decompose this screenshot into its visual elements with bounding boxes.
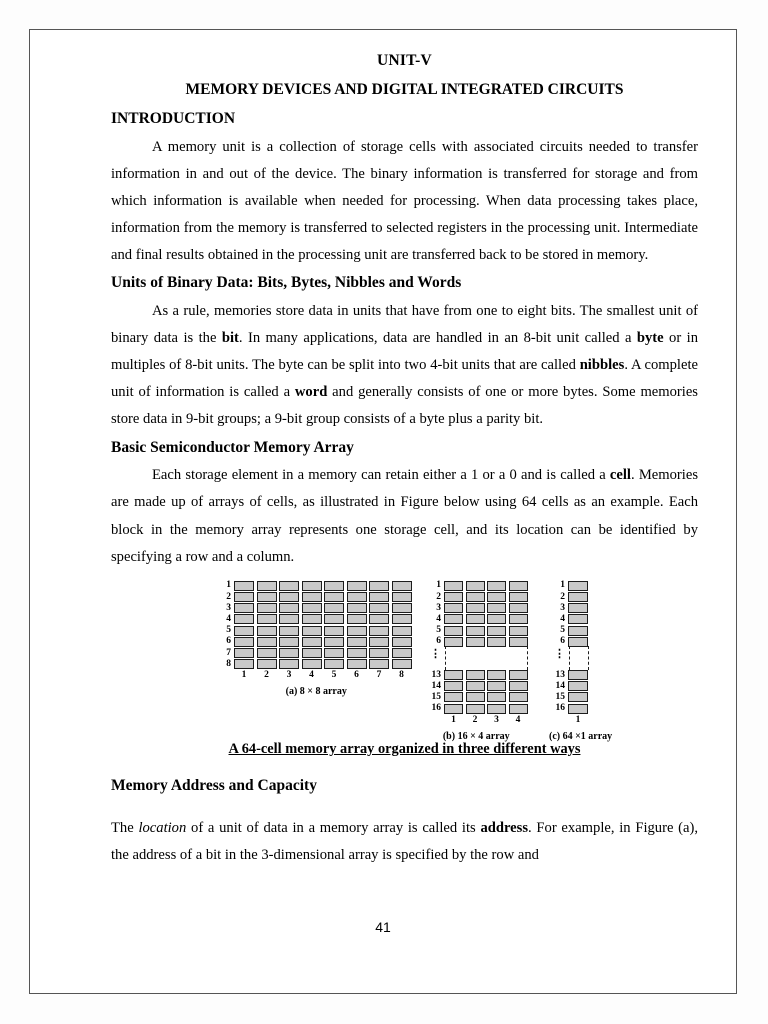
document-page bbox=[29, 29, 737, 994]
memory-cell bbox=[257, 637, 277, 647]
row-label: 2 bbox=[226, 591, 231, 602]
row-label: 4 bbox=[226, 613, 231, 624]
memory-cell bbox=[369, 581, 389, 591]
memory-cell bbox=[444, 692, 463, 702]
column-label: 1 bbox=[451, 714, 456, 725]
column-label: 6 bbox=[354, 670, 359, 681]
memory-cell bbox=[302, 626, 322, 636]
row-label: 4 bbox=[436, 613, 441, 624]
page-number: 41 bbox=[375, 919, 391, 935]
column-label: 5 bbox=[331, 670, 337, 681]
row-label: 5 bbox=[436, 625, 441, 636]
memory-cell bbox=[234, 592, 254, 602]
section-heading-units-of-binary-data: Units of Binary Data: Bits, Bytes, Nibbles and Words bbox=[111, 274, 462, 292]
column-label: 1 bbox=[575, 714, 581, 725]
row-label: 16 bbox=[555, 703, 565, 714]
row-label: 13 bbox=[555, 669, 565, 680]
ellipsis-marker: ⋮ bbox=[554, 648, 565, 661]
row-label: 2 bbox=[436, 591, 441, 602]
memory-cell bbox=[279, 659, 299, 669]
memory-cell bbox=[509, 692, 528, 702]
memory-cell bbox=[509, 581, 528, 591]
memory-cell bbox=[568, 670, 588, 680]
row-label: 5 bbox=[560, 625, 565, 636]
row-label: 6 bbox=[436, 636, 441, 647]
memory-array-figure bbox=[111, 577, 698, 742]
column-label: 4 bbox=[515, 714, 521, 725]
row-label: 14 bbox=[431, 680, 441, 691]
row-label: 6 bbox=[226, 636, 231, 647]
section-heading-basic-semiconductor-memory-array: Basic Semiconductor Memory Array bbox=[111, 438, 354, 456]
ellipsis-marker: ⋮ bbox=[430, 648, 441, 661]
memory-cell bbox=[487, 592, 506, 602]
figure-caption: A 64-cell memory array organized in three different ways bbox=[228, 740, 581, 757]
unit-title: UNIT-V bbox=[377, 52, 432, 69]
paragraph-units-of-binary-data: As a rule, memories store data in units that have from one to eight bits. The smallest unit of binary data is the bit. In many applications, data are handled in an 8-bit unit called a byte or in multiples of 8-bit units. The byte can be split into two 4-bit units that are called nibbles. A complete unit of information is called a word and generally consists of one or more bytes. Some memories store data in 9-bit groups; a 9-bit group consists of a byte plus a parity bit. bbox=[111, 302, 698, 428]
memory-cell bbox=[347, 603, 367, 613]
memory-cell bbox=[509, 637, 528, 647]
row-label: 4 bbox=[560, 613, 565, 624]
memory-cell bbox=[392, 614, 412, 624]
memory-cell bbox=[234, 659, 254, 669]
memory-cell bbox=[302, 614, 322, 624]
row-label: 7 bbox=[226, 647, 231, 658]
memory-cell bbox=[302, 603, 322, 613]
memory-cell bbox=[369, 592, 389, 602]
memory-cell bbox=[466, 681, 485, 691]
memory-cell bbox=[487, 692, 506, 702]
memory-cell bbox=[234, 637, 254, 647]
memory-cell bbox=[392, 626, 412, 636]
memory-cell bbox=[487, 670, 506, 680]
memory-cell bbox=[392, 659, 412, 669]
paragraph-memory-address-and-capacity: The location of a unit of data in a memory array is called its address. For example, in Figure (a), the address of a bit in the 3-dimensional array is specified by the row and bbox=[111, 819, 699, 863]
memory-cell bbox=[279, 614, 299, 624]
memory-cell bbox=[347, 581, 367, 591]
memory-cell bbox=[444, 670, 463, 680]
memory-cell bbox=[466, 704, 485, 714]
memory-cell bbox=[324, 626, 344, 636]
document-title: MEMORY DEVICES AND DIGITAL INTEGRATED CIRCUITS bbox=[185, 81, 624, 99]
column-label: 4 bbox=[309, 670, 314, 681]
memory-cell bbox=[466, 626, 485, 636]
memory-cell bbox=[324, 648, 344, 658]
column-label: 7 bbox=[376, 670, 382, 681]
memory-cell bbox=[257, 648, 277, 658]
memory-cell bbox=[257, 581, 277, 591]
memory-cell bbox=[324, 581, 344, 591]
row-label: 1 bbox=[436, 580, 441, 591]
memory-cell bbox=[347, 626, 367, 636]
memory-cell bbox=[279, 637, 299, 647]
panel-subcaption: (c) 64 ×1 array bbox=[549, 730, 613, 742]
memory-cell bbox=[347, 614, 367, 624]
memory-cell bbox=[392, 637, 412, 647]
row-label: 3 bbox=[226, 602, 231, 613]
row-label: 13 bbox=[431, 669, 441, 680]
paragraph-introduction: A memory unit is a collection of storage cells with associated circuits needed to transfer information in and out of the device. The binary information is transferred for storage and from which information is available when needed for processing. When data processing takes place, information from the memory is transferred to selected registers in the processing unit. Intermediate and final results obtained in the processing unit are transferred back to be stored in memory. bbox=[111, 138, 698, 264]
memory-cell bbox=[302, 581, 322, 591]
memory-cell bbox=[487, 681, 506, 691]
memory-cell bbox=[369, 603, 389, 613]
memory-cell bbox=[444, 704, 463, 714]
column-label: 1 bbox=[241, 670, 247, 681]
memory-cell bbox=[392, 581, 412, 591]
memory-cell bbox=[487, 626, 506, 636]
memory-cell bbox=[279, 581, 299, 591]
memory-cell bbox=[234, 626, 254, 636]
memory-cell bbox=[234, 648, 254, 658]
memory-cell bbox=[369, 648, 389, 658]
page-content bbox=[111, 46, 698, 869]
memory-cell bbox=[568, 581, 588, 591]
memory-cell bbox=[568, 637, 588, 647]
memory-cell bbox=[509, 626, 528, 636]
column-label: 3 bbox=[494, 714, 499, 725]
memory-cell bbox=[279, 592, 299, 602]
memory-cell bbox=[324, 659, 344, 669]
row-label: 1 bbox=[226, 580, 231, 591]
memory-cell bbox=[568, 692, 588, 702]
memory-cell bbox=[444, 626, 463, 636]
memory-cell bbox=[369, 659, 389, 669]
memory-cell bbox=[568, 614, 588, 624]
memory-cell bbox=[487, 581, 506, 591]
memory-cell bbox=[466, 614, 485, 624]
memory-cell bbox=[509, 681, 528, 691]
memory-cell bbox=[234, 603, 254, 613]
panel-subcaption: (a) 8 × 8 array bbox=[285, 686, 347, 698]
section-heading-introduction: INTRODUCTION bbox=[111, 109, 236, 127]
dashed-continuation-line bbox=[588, 646, 589, 670]
memory-cell bbox=[257, 592, 277, 602]
memory-cell bbox=[234, 614, 254, 624]
paragraph-basic-semiconductor-memory-array: Each storage element in a memory can retain either a 1 or a 0 and is called a cell. Memories are made up of arrays of cells, as illustrated in Figure below using 64 cells as an example. Each block in the memory array represents one storage cell, and its location can be identified by specifying a row and a column. bbox=[111, 467, 698, 565]
section-heading-memory-address-and-capacity: Memory Address and Capacity bbox=[111, 776, 317, 794]
memory-cell bbox=[444, 592, 463, 602]
memory-cell bbox=[347, 659, 367, 669]
memory-cell bbox=[279, 603, 299, 613]
row-label: 8 bbox=[226, 658, 231, 669]
row-label: 6 bbox=[560, 636, 565, 647]
memory-cell bbox=[302, 648, 322, 658]
row-label: 5 bbox=[226, 625, 231, 636]
row-label: 14 bbox=[555, 680, 565, 691]
memory-cell bbox=[509, 603, 528, 613]
memory-cell bbox=[324, 637, 344, 647]
memory-cell bbox=[466, 637, 485, 647]
memory-cell bbox=[302, 637, 322, 647]
memory-cell bbox=[234, 581, 254, 591]
memory-cell bbox=[509, 704, 528, 714]
memory-cell bbox=[487, 603, 506, 613]
memory-cell bbox=[347, 592, 367, 602]
memory-cell bbox=[257, 614, 277, 624]
memory-cell bbox=[279, 648, 299, 658]
memory-cell bbox=[466, 592, 485, 602]
row-label: 16 bbox=[431, 703, 441, 714]
memory-cell bbox=[444, 581, 463, 591]
memory-cell bbox=[444, 637, 463, 647]
memory-cell bbox=[369, 626, 389, 636]
column-label: 2 bbox=[264, 670, 269, 681]
row-label: 2 bbox=[560, 591, 565, 602]
column-label: 8 bbox=[399, 670, 404, 681]
memory-cell bbox=[279, 626, 299, 636]
memory-cell bbox=[444, 603, 463, 613]
row-label: 3 bbox=[560, 602, 565, 613]
dashed-continuation-line bbox=[445, 646, 446, 670]
row-label: 15 bbox=[431, 691, 441, 702]
dashed-continuation-line bbox=[527, 646, 528, 670]
memory-cell bbox=[568, 626, 588, 636]
memory-cell bbox=[568, 592, 588, 602]
column-label: 2 bbox=[472, 714, 478, 725]
memory-cell bbox=[347, 637, 367, 647]
memory-cell bbox=[444, 681, 463, 691]
memory-cell bbox=[369, 614, 389, 624]
memory-cell bbox=[257, 659, 277, 669]
row-label: 3 bbox=[436, 602, 441, 613]
memory-cell bbox=[392, 592, 412, 602]
memory-cell bbox=[444, 614, 463, 624]
memory-cell bbox=[347, 648, 367, 658]
memory-cell bbox=[466, 603, 485, 613]
column-label: 3 bbox=[286, 670, 292, 681]
memory-cell bbox=[392, 648, 412, 658]
memory-cell bbox=[487, 614, 506, 624]
memory-cell bbox=[509, 614, 528, 624]
memory-cell bbox=[466, 581, 485, 591]
memory-cell bbox=[509, 592, 528, 602]
memory-cell bbox=[324, 592, 344, 602]
memory-cell bbox=[466, 692, 485, 702]
row-label: 15 bbox=[555, 691, 565, 702]
panel-subcaption: (b) 16 × 4 array bbox=[442, 730, 510, 742]
dashed-continuation-line bbox=[569, 646, 570, 670]
memory-cell bbox=[487, 637, 506, 647]
memory-cell bbox=[466, 670, 485, 680]
memory-cell bbox=[509, 670, 528, 680]
memory-cell bbox=[568, 704, 588, 714]
memory-cell bbox=[369, 637, 389, 647]
memory-cell bbox=[392, 603, 412, 613]
memory-cell bbox=[324, 603, 344, 613]
memory-cell bbox=[568, 681, 588, 691]
row-label: 1 bbox=[560, 580, 565, 591]
memory-cell bbox=[302, 659, 322, 669]
memory-cell bbox=[257, 603, 277, 613]
memory-cell bbox=[568, 603, 588, 613]
memory-cell bbox=[324, 614, 344, 624]
memory-cell bbox=[257, 626, 277, 636]
memory-cell bbox=[487, 704, 506, 714]
memory-cell bbox=[302, 592, 322, 602]
